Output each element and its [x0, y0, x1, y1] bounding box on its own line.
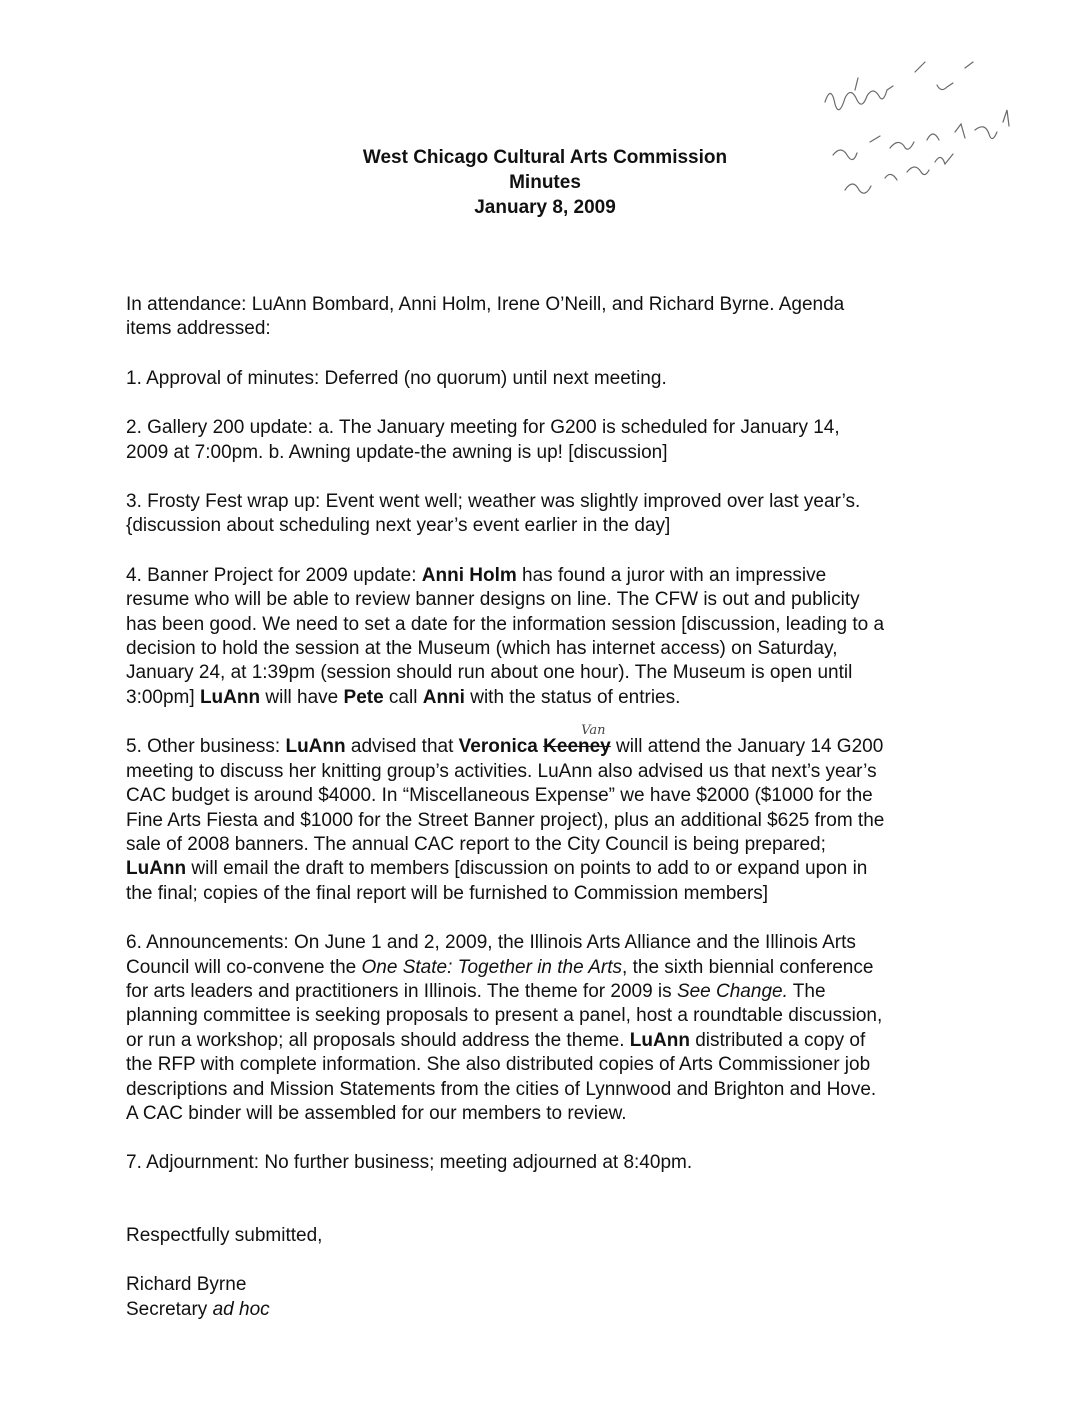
handwritten-approval-note	[815, 50, 1045, 220]
agenda-line: the RFP with complete information. She also distributed copies of Arts Commissioner job	[126, 1054, 871, 1076]
agenda-line: 6. Announcements: On June 1 and 2, 2009, the Illinois Arts Alliance and the Illinois Arts	[126, 932, 856, 954]
text-run: 3:00pm]	[126, 686, 200, 708]
signature-block	[126, 1224, 322, 1322]
person-name: LuAnn	[199, 686, 261, 708]
text-run: Council will co-convene the	[126, 956, 362, 978]
handwritten-correction	[543, 723, 611, 758]
agenda-line: {discussion about scheduling next year’s event earlier in the day]	[126, 515, 671, 537]
text-run: The	[787, 980, 826, 1002]
agenda-line	[126, 723, 1006, 759]
text-run: 4. Banner Project for 2009 update:	[126, 564, 422, 586]
agenda-item-6	[126, 931, 1006, 1126]
attendance-paragraph	[126, 293, 1006, 342]
text-run: will email the draft to members [discussion on points to add to or expand upon in	[186, 858, 868, 880]
text-run: distributed a copy of	[689, 1029, 866, 1051]
conference-theme: See Change.	[676, 980, 788, 1002]
agenda-line: Fine Arts Fiesta and $1000 for the Street Banner project), plus an additional $625 from the	[126, 809, 885, 831]
person-name: Veronica	[458, 736, 544, 758]
closing-line: Respectfully submitted,	[126, 1225, 323, 1246]
document-header	[260, 145, 830, 220]
agenda-item-3	[126, 490, 1006, 539]
signer-title	[126, 1298, 322, 1322]
agenda-line: descriptions and Mission Statements from the cities of Lynnwood and Brighton and Hove.	[126, 1078, 877, 1100]
attendance-line: items addressed:	[126, 318, 271, 340]
text-run: with the status of entries.	[464, 686, 681, 708]
person-name: Anni	[422, 686, 465, 708]
person-name: Anni Holm	[421, 564, 517, 586]
agenda-item-7	[126, 1151, 1006, 1175]
agenda-line: resume who will be able to review banner designs on line. The CFW is out and publicity	[126, 589, 860, 611]
agenda-line: meeting to discuss her knitting group’s activities. LuAnn also advised us that next’s year’s	[126, 760, 877, 782]
attendance-line: In attendance: LuAnn Bombard, Anni Holm, Irene O’Neill, and Richard Byrne. Agenda	[126, 294, 845, 315]
agenda-line	[126, 956, 1006, 980]
handwritten-insert: Van	[581, 723, 606, 739]
text-run: will have	[260, 686, 344, 708]
agenda-line	[126, 564, 1006, 588]
agenda-line: planning committee is seeking proposals to present a panel, host a roundtable discussion,	[126, 1005, 883, 1027]
document-type: Minutes	[509, 172, 581, 193]
person-name: LuAnn	[126, 858, 187, 880]
agenda-line	[126, 857, 1006, 881]
agenda-line: CAC budget is around $4000. In “Miscellaneous Expense” we have $2000 ($1000 for the	[126, 785, 873, 807]
person-name: Pete	[343, 686, 384, 708]
agenda-line: sale of 2008 banners. The annual CAC report to the City Council is being prepared;	[126, 833, 826, 855]
text-run: for arts leaders and practitioners in Illinois. The theme for 2009 is	[126, 980, 677, 1002]
person-name: LuAnn	[629, 1029, 690, 1051]
agenda-line: January 24, at 1:39pm (session should run about one hour). The Museum is open until	[126, 662, 853, 684]
text-run: ad hoc	[212, 1298, 270, 1320]
signer-name: Richard Byrne	[126, 1274, 247, 1296]
minutes-body	[126, 293, 1006, 1201]
agenda-line: 2009 at 7:00pm. b. Awning update-the awning is up! [discussion]	[126, 441, 668, 463]
organization-name: West Chicago Cultural Arts Commission	[362, 147, 728, 168]
agenda-item-4	[126, 564, 1006, 710]
text-run: will attend the January 14 G200	[610, 736, 884, 758]
agenda-line: the final; copies of the final report will be furnished to Commission members]	[126, 882, 769, 904]
handwriting-graphic	[815, 50, 1045, 220]
conference-title: One State: Together in the Arts	[361, 956, 623, 978]
text-run: 5. Other business:	[126, 736, 286, 758]
text-run: has found a juror with an impressive	[516, 564, 827, 586]
person-name: LuAnn	[285, 736, 346, 758]
meeting-date: January 8, 2009	[474, 197, 616, 218]
agenda-line: 3. Frosty Fest wrap up: Event went well; weather was slightly improved over last year’s.	[126, 491, 861, 513]
agenda-line	[126, 686, 1006, 710]
agenda-line: has been good. We need to set a date for the information session [discussion, leading to a	[126, 613, 885, 635]
agenda-line: 7. Adjournment: No further business; meeting adjourned at 8:40pm.	[126, 1152, 693, 1174]
agenda-line: 1. Approval of minutes: Deferred (no quorum) until next meeting.	[126, 367, 667, 389]
agenda-item-5	[126, 723, 1006, 906]
spacer	[126, 1248, 322, 1273]
text-run: Secretary	[126, 1298, 213, 1320]
agenda-item-1	[126, 367, 1006, 391]
text-run: , the sixth biennial conference	[622, 956, 874, 978]
agenda-line: decision to hold the session at the Museum (which has internet access) on Saturday,	[126, 638, 838, 660]
agenda-line	[126, 1029, 1006, 1053]
text-run: or run a workshop; all proposals should address the theme.	[126, 1029, 630, 1051]
struck-surname: Keeney	[543, 736, 611, 758]
agenda-line	[126, 980, 1006, 1004]
text-run: call	[383, 686, 423, 708]
agenda-item-2	[126, 416, 1006, 465]
agenda-line: 2. Gallery 200 update: a. The January meeting for G200 is scheduled for January 14,	[126, 417, 840, 439]
text-run: advised that	[345, 736, 459, 758]
agenda-line: A CAC binder will be assembled for our members to review.	[126, 1102, 627, 1124]
